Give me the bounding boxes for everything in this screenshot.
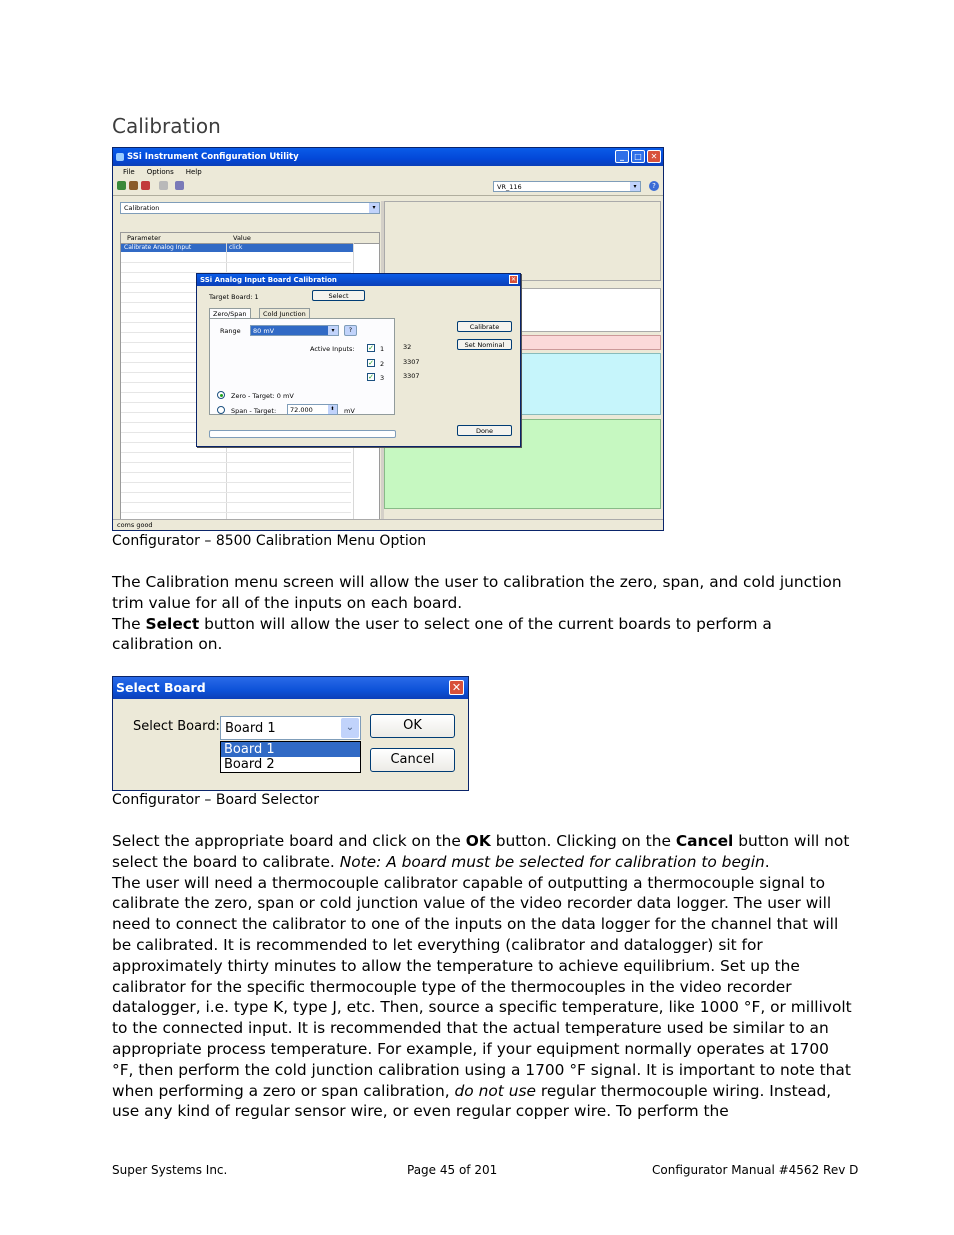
gear-icon[interactable] (175, 181, 184, 190)
select-board-title: Select Board (116, 680, 206, 695)
app-icon (116, 153, 124, 161)
set-nominal-button[interactable]: Set Nominal (457, 339, 512, 350)
footer-company: Super Systems Inc. (112, 1163, 228, 1177)
instrument-select-value: VR_116 (497, 183, 522, 191)
dialog-title-bar (197, 274, 520, 286)
grid-header (121, 233, 379, 244)
menu-option-select[interactable] (120, 202, 380, 214)
window-title: SSi Instrument Configuration Utility (127, 152, 299, 162)
tab-cold-junction[interactable]: Cold Junction (259, 308, 310, 319)
board-dropdown-list (220, 741, 361, 773)
p2-g: . (764, 852, 770, 871)
table-row[interactable] (121, 244, 353, 252)
configurator-window-screenshot (112, 147, 664, 531)
input-2-checkbox[interactable]: ✓ (368, 359, 374, 367)
list-item[interactable]: Board 2 (224, 757, 275, 772)
input-3-value: 3307 (403, 372, 420, 380)
status-bar: coms good (113, 519, 663, 530)
minimize-button[interactable]: _ (615, 150, 629, 163)
dialog-title: SSi Analog Input Board Calibration (200, 276, 337, 284)
paragraph-1 (112, 572, 852, 655)
menu-file[interactable]: File (123, 168, 135, 176)
target-board-label: Target Board: 1 (209, 293, 259, 301)
close-icon[interactable]: ✕ (510, 276, 517, 283)
paragraph-1-pre: The (112, 614, 146, 633)
span-target-label: Span - Target: (231, 407, 277, 415)
input-3-checkbox[interactable]: ✓ (368, 373, 374, 381)
parameter-cell: Calibrate Analog Input (124, 244, 192, 251)
done-button[interactable]: Done (457, 425, 512, 436)
input-2-value: 3307 (403, 358, 420, 366)
span-target-input[interactable] (287, 404, 338, 415)
stop-icon[interactable] (141, 181, 150, 190)
zero-radio[interactable] (217, 391, 225, 399)
maximize-button[interactable]: □ (631, 150, 645, 163)
footer-manual-id: Configurator Manual #4562 Rev D (652, 1163, 859, 1177)
column-parameter: Parameter (127, 234, 161, 242)
span-radio[interactable] (217, 406, 225, 414)
range-label: Range (220, 327, 241, 335)
column-value: Value (233, 234, 251, 242)
figure-caption-1: Configurator – 8500 Calibration Menu Option (112, 533, 427, 549)
close-button[interactable]: ✕ (647, 150, 661, 163)
span-unit: mV (344, 407, 355, 415)
note-italic: Note: A board must be selected for calibration to begin (339, 852, 765, 871)
footer-page-number: Page 45 of 201 (407, 1163, 498, 1177)
close-icon[interactable]: ✕ (449, 680, 464, 695)
zero-target-label: Zero - Target: 0 mV (231, 392, 294, 400)
input-1-checkbox[interactable]: ✓ (368, 344, 374, 352)
menu-help[interactable]: Help (185, 168, 202, 176)
info-panel (384, 201, 661, 281)
span-target-value: 72.000 (290, 406, 313, 414)
cancel-button[interactable]: Cancel (370, 748, 455, 772)
value-cell[interactable]: click (229, 244, 243, 251)
board-select[interactable] (220, 716, 361, 740)
do-not-use-italic: do not use (454, 1081, 536, 1100)
paragraph-1-text: The Calibration menu screen will allow the user to calibration the zero, span, and cold junction trim value for all of the inputs on each board. (112, 573, 842, 612)
p2-e: button will not select the board to calibrate. (112, 832, 850, 871)
shield-icon[interactable] (159, 181, 168, 190)
spinner-icon[interactable]: ⬍ (328, 405, 337, 414)
section-heading: Calibration (112, 114, 221, 138)
range-select[interactable] (250, 325, 339, 336)
p2-j: regular thermocouple wiring. Instead, use any kind of regular sensor wire, or even regular copper wire. To perform the (112, 1081, 832, 1121)
select-emphasis: Select (145, 614, 200, 633)
menu-options[interactable]: Options (146, 168, 174, 176)
chevron-down-icon[interactable]: ▾ (328, 326, 338, 335)
chevron-down-icon[interactable]: ⌄ (341, 718, 359, 738)
p2-a: Select the appropriate board and click on the (112, 832, 466, 850)
select-button[interactable]: Select (312, 290, 365, 301)
input-2-label: 2 (380, 360, 385, 368)
p2-c: button. Clicking on the (490, 832, 676, 850)
connect-icon[interactable] (117, 181, 126, 190)
list-item[interactable]: Board 1 (221, 742, 360, 757)
figure-caption-2: Configurator – Board Selector (112, 792, 319, 808)
select-board-window-screenshot (112, 676, 469, 791)
input-1-label: 1 (380, 345, 385, 353)
ok-button[interactable]: OK (370, 714, 455, 738)
tools-icon[interactable] (129, 181, 138, 190)
help-icon[interactable]: ? (649, 181, 659, 191)
toolbar (113, 178, 663, 196)
instrument-select[interactable] (493, 181, 641, 192)
select-board-title-bar (113, 677, 468, 699)
range-value: 80 mV (253, 327, 275, 335)
chevron-down-icon[interactable]: ▾ (630, 182, 640, 191)
active-inputs-label: Active Inputs: (310, 345, 355, 353)
paragraph-1-post: button will allow the user to select one of the current boards to perform a calibration on. (112, 614, 772, 654)
board-select-value: Board 1 (225, 721, 276, 736)
paragraph-2 (112, 831, 852, 1122)
calibration-dialog (196, 273, 521, 447)
p2-h: The user will need a thermocouple calibrator capable of outputting a thermocouple signal to calibrate the zero, span or cold junction value of the video recorder data logger. The user will need to connect the calibrator to one of the inputs on the data logger for the channel that will be calibrated. It is recommended to let everything (calibrator and datalogger) sit for approximately thirty minutes to allow the temperature to achieve equilibrium. Set up the calibrator for the specific thermocouple type of the thermocouples in the video recorder datalogger, i.e. type K, type J, etc. Then, source a specific temperature, like 1000 °F, or millivolt to the connected input. It is recommended that the actual temperature used be similar to an appropriate process temperature. For example, if your equipment normally operates at 1700 °F, then perform the cold junction calibration using a 1700 °F signal. It is important to note that when performing a zero or span calibration, (112, 873, 852, 1100)
input-1-value: 32 (403, 343, 412, 351)
tab-zero-span[interactable]: Zero/Span (209, 308, 251, 319)
help-icon[interactable]: ? (344, 325, 357, 336)
zero-span-panel (209, 318, 395, 415)
input-3-label: 3 (380, 374, 385, 382)
window-title-bar (113, 148, 663, 166)
menu-option-value: Calibration (124, 204, 160, 212)
calibrate-button[interactable]: Calibrate (457, 321, 512, 332)
menu-bar (113, 166, 663, 178)
ok-emphasis: OK (465, 832, 491, 850)
calibration-progress-bar (209, 430, 396, 438)
cancel-emphasis: Cancel (675, 832, 734, 850)
select-board-label: Select Board: (133, 719, 220, 734)
chevron-down-icon[interactable]: ▾ (369, 203, 379, 213)
